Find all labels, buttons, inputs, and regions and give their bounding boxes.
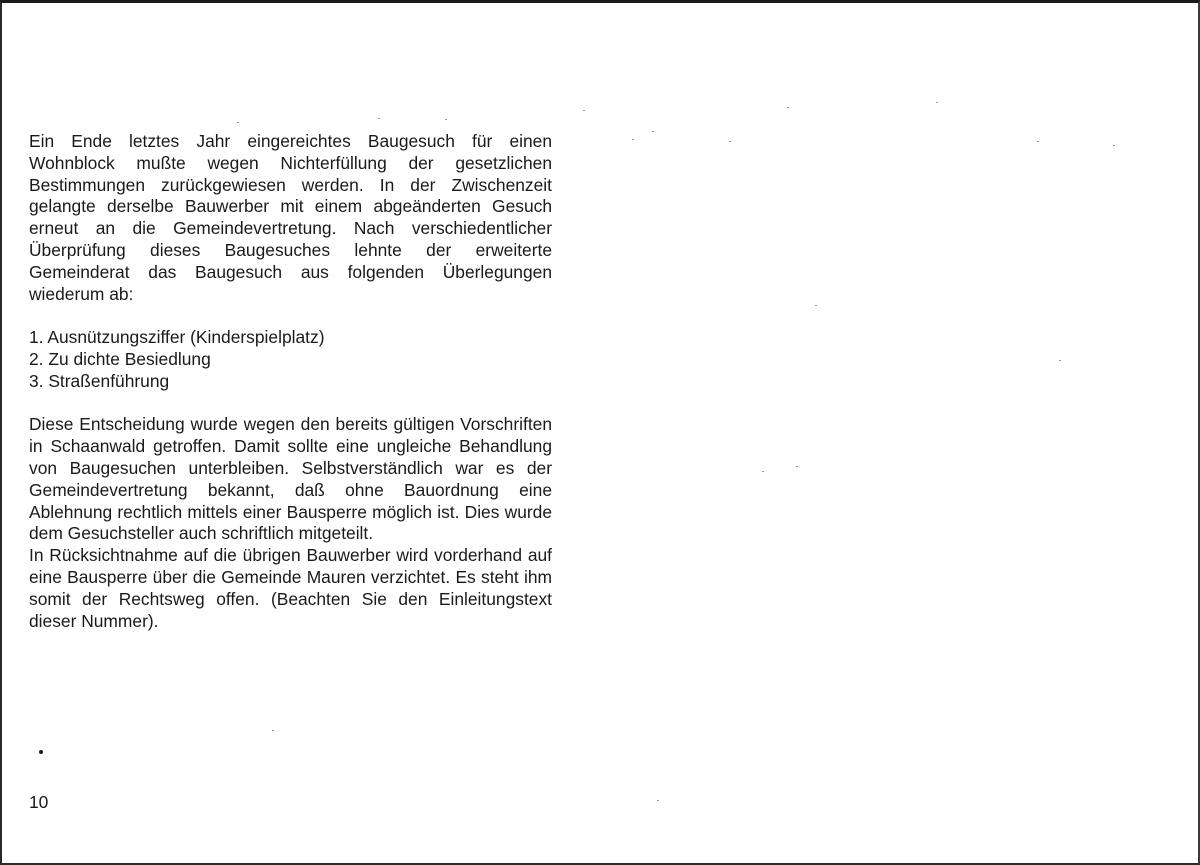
- article-body: [29, 131, 552, 632]
- scan-speck: [1059, 360, 1061, 361]
- scan-speck: [1113, 145, 1115, 146]
- paragraph-3: In Rücksichtnahme auf die übrigen Bauwerber wird vorderhand auf eine Bausperre über die Gemeinde Mauren verzichtet. Es steht ihm somit der Rechtsweg offen. (Beachten Sie den Einleitungstext dieser Nummer).: [29, 545, 552, 631]
- paragraph-2: Diese Entscheidung wurde wegen den bereits gültigen Vorschriften in Schaanwald getroffen. Damit sollte eine ungleiche Behandlung von Baugesuchen unterbleiben. Selbstverständlich war es der Gemeindevertretung bekannt, daß ohne Bauordnung eine Ablehnung rechtlich mittels einer Bausperre möglich ist. Dies wurde dem Gesuchsteller auch schriftlich mitgeteilt.: [29, 414, 552, 544]
- list-item: 1. Ausnützungsziffer (Kinderspielplatz): [29, 327, 325, 348]
- scan-speck: [936, 102, 938, 103]
- rejection-reasons-list: [29, 327, 552, 392]
- scan-speck: [632, 139, 634, 140]
- scan-speck: [652, 131, 654, 132]
- scan-speck: [272, 730, 274, 731]
- scan-speck: [762, 471, 764, 472]
- scan-speck: [787, 107, 789, 108]
- scan-speck: [237, 122, 239, 123]
- scan-speck: [1037, 141, 1039, 142]
- scan-speck: [378, 118, 380, 119]
- scan-speck: [657, 800, 659, 801]
- dot-mark: [39, 750, 43, 754]
- list-item: 2. Zu dichte Besiedlung: [29, 348, 211, 369]
- spacer: [29, 305, 552, 327]
- scan-speck: [583, 110, 585, 111]
- scan-speck: [729, 141, 731, 142]
- page-number: 10: [29, 792, 49, 812]
- spacer: [29, 393, 552, 415]
- scan-speck: [815, 305, 817, 306]
- scan-speck: [796, 466, 798, 467]
- paragraph-1: Ein Ende letztes Jahr eingereichtes Baugesuch für einen Wohnblock mußte wegen Nichterfüllung der gesetzlichen Bestimmungen zurückgewiesen werden. In der Zwischenzeit gelangte derselbe Bauwerber mit einem abgeänderten Gesuch erneut an die Gemeindevertretung. Nach verschiedentlicher Überprüfung dieses Baugesuches lehnte der erweiterte Gemeinderat das Baugesuch aus folgenden Überlegungen wiederum ab:: [29, 131, 552, 304]
- scan-speck: [445, 119, 447, 120]
- list-item: 3. Straßenführung: [29, 370, 170, 391]
